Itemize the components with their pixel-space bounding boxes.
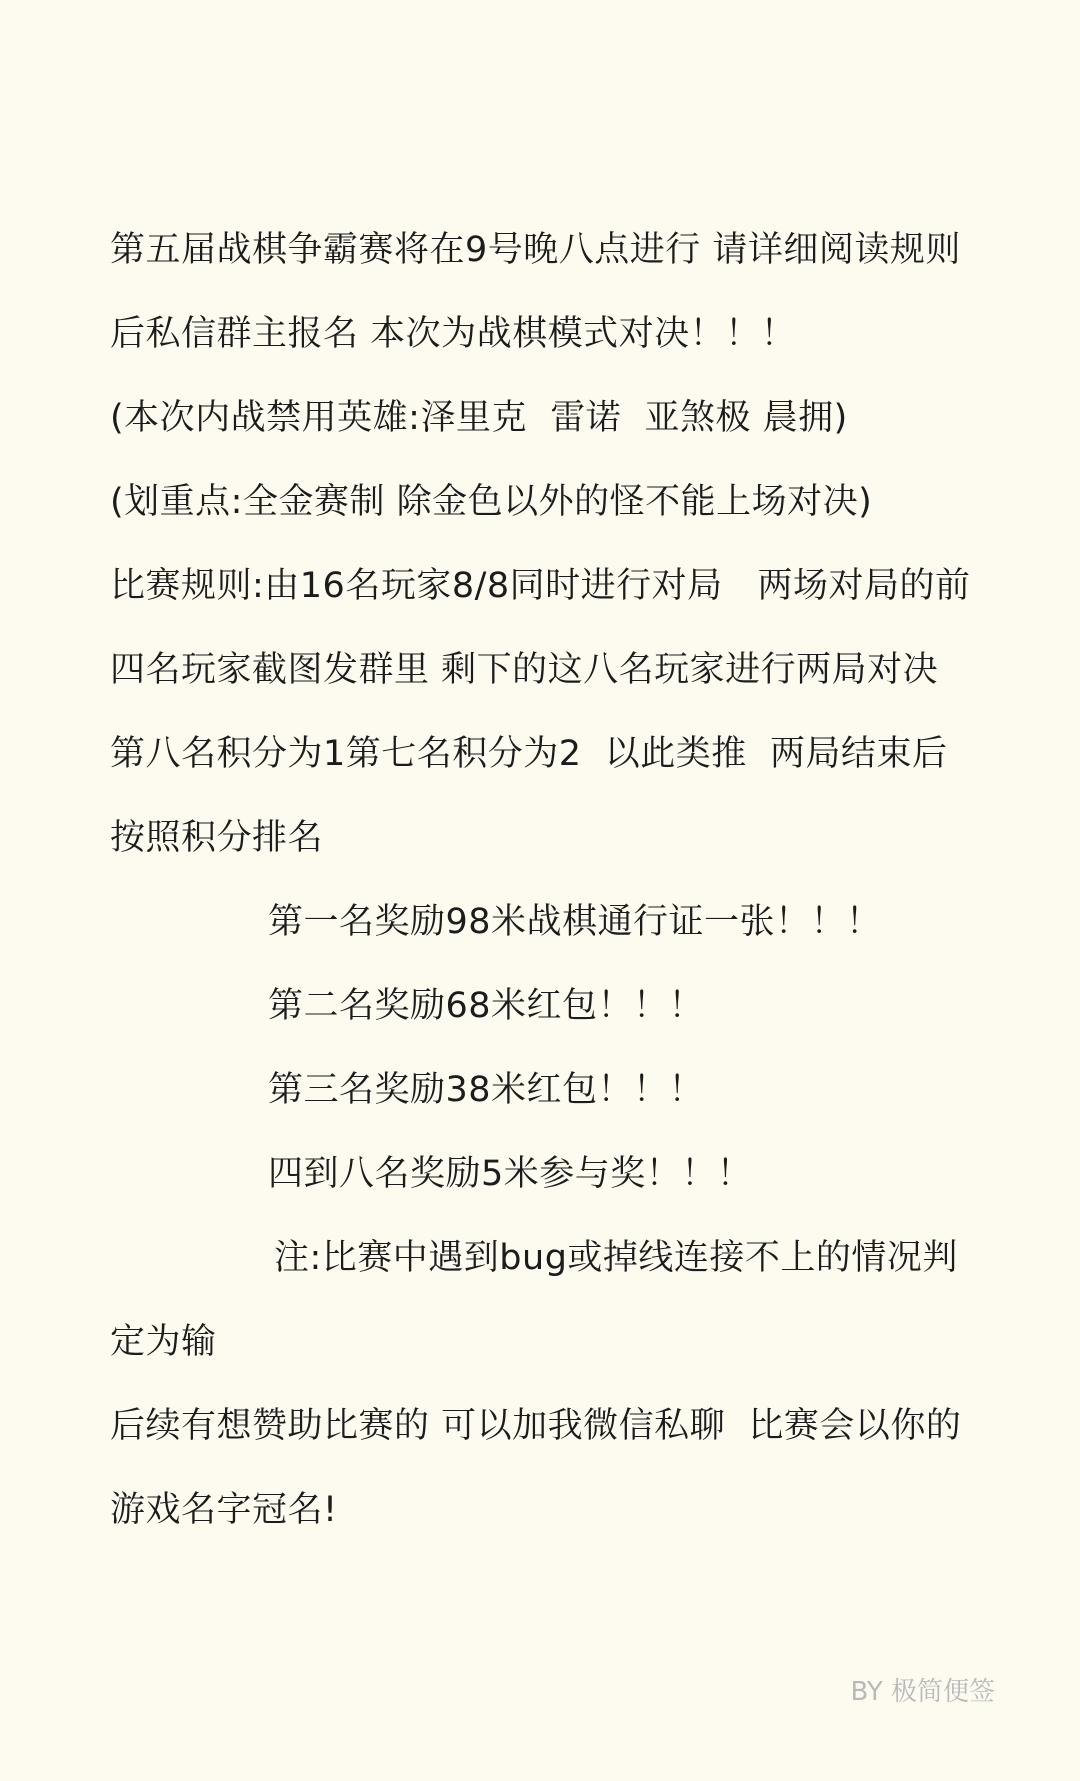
prize-line-participation: 四到八名奖励5米参与奖！！！ xyxy=(268,1154,753,1194)
app-signature: BY 极简便签 xyxy=(850,1677,995,1707)
note-line: (本次内战禁用英雄:泽里克 雷诺 亚煞极 晨拥) xyxy=(110,398,848,438)
prize-line-third: 第三名奖励38米红包！！！ xyxy=(268,1070,705,1110)
note-line: 后私信群主报名 本次为战棋模式对决！！！ xyxy=(110,314,797,354)
note-line: 按照积分排名 xyxy=(110,818,324,858)
note-body xyxy=(110,208,980,1552)
prize-line-first: 第一名奖励98米战棋通行证一张！！！ xyxy=(268,902,882,942)
note-line: 比赛规则:由16名玩家8/8同时进行对局 两场对局的前 xyxy=(110,566,971,606)
note-line: 定为输 xyxy=(110,1322,217,1362)
rule-note-line: 注:比赛中遇到bug或掉线连接不上的情况判 xyxy=(274,1238,958,1278)
prize-line-second: 第二名奖励68米红包！！！ xyxy=(268,986,705,1026)
note-line: 游戏名字冠名! xyxy=(110,1490,338,1530)
note-line: 第五届战棋争霸赛将在9号晚八点进行 请详细阅读规则 xyxy=(110,230,961,270)
note-line: 四名玩家截图发群里 剩下的这八名玩家进行两局对决 xyxy=(110,650,939,690)
note-line: (划重点:全金赛制 除金色以外的怪不能上场对决) xyxy=(110,482,873,522)
note-line: 第八名积分为1第七名积分为2 以此类推 两局结束后 xyxy=(110,734,948,774)
note-line: 后续有想赞助比赛的 可以加我微信私聊 比赛会以你的 xyxy=(110,1406,962,1446)
